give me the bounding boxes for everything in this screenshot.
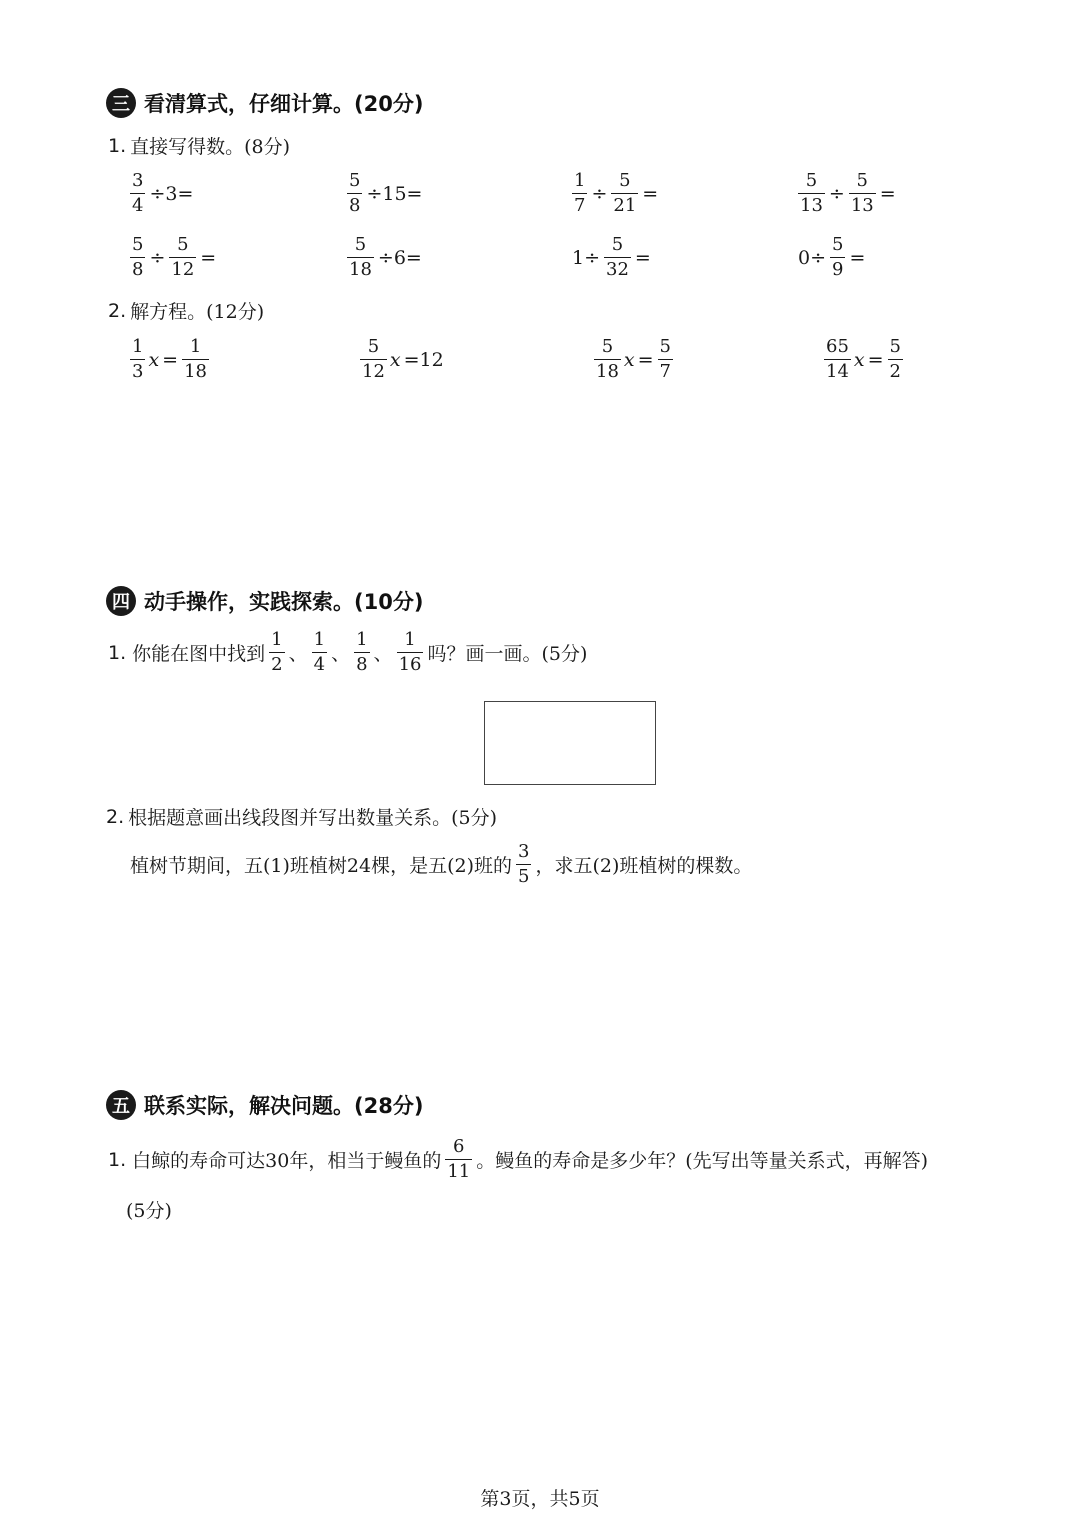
- s4-q1-prompt: [108, 631, 589, 674]
- drawing-rectangle: [484, 701, 656, 785]
- variable: x: [623, 348, 635, 371]
- denominator: 14: [826, 361, 849, 382]
- s4-q1-text: [130, 631, 589, 674]
- numerator: 5: [619, 170, 631, 191]
- fraction: [824, 338, 851, 381]
- expression-text: 、: [288, 643, 308, 665]
- s5-q1-text: [130, 1138, 930, 1181]
- expression-text: ÷: [828, 182, 845, 205]
- denominator: 4: [313, 654, 326, 675]
- expression-text: ，求五(2)班植树的棵数。: [535, 855, 753, 877]
- fraction: [182, 338, 209, 381]
- denominator: 4: [132, 195, 144, 216]
- section-5-title: 联系实际，解决问题。(28分): [144, 1094, 424, 1118]
- s3-q1-item-8: [796, 236, 867, 279]
- s3-q1-item-5: [128, 236, 218, 279]
- denominator: 18: [184, 361, 207, 382]
- expression-text: =: [849, 246, 866, 269]
- section-4-badge: 四: [106, 586, 136, 616]
- s5-q1-prompt: [108, 1138, 930, 1181]
- denominator: 7: [659, 361, 671, 382]
- variable: x: [389, 348, 401, 371]
- s3-q1-prompt: [108, 132, 290, 159]
- expression-text: ÷3=: [149, 182, 194, 205]
- expression-text: 、: [331, 643, 351, 665]
- numerator: 1: [404, 629, 416, 650]
- s4-q2-prompt: [106, 803, 497, 830]
- fraction: [604, 236, 631, 279]
- s3-q1-number: 1.: [108, 134, 127, 157]
- section-5-heading: [106, 1090, 423, 1120]
- denominator: 7: [574, 195, 586, 216]
- s5-q1-number: 1.: [108, 1148, 127, 1171]
- numerator: 1: [189, 336, 202, 357]
- numerator: 6: [453, 1136, 465, 1157]
- s3-q2-equation-3: [592, 338, 675, 381]
- s3-q2-equation-1: [128, 338, 211, 381]
- s3-q2-number: 2.: [108, 299, 127, 322]
- section-4-heading: [106, 586, 423, 616]
- denominator: 18: [349, 259, 372, 280]
- numerator: 1: [356, 629, 368, 650]
- denominator: 32: [606, 259, 629, 280]
- fraction: [130, 338, 145, 381]
- fraction: [611, 172, 638, 215]
- fraction: [572, 172, 587, 215]
- section-3-badge: 三: [106, 88, 136, 118]
- expression-text: 、: [373, 643, 393, 665]
- expression-text: =12: [403, 348, 444, 371]
- expression-text: =: [637, 348, 654, 371]
- denominator: 21: [613, 195, 637, 216]
- s3-q2-prompt: [108, 297, 264, 324]
- section-4-title: 动手操作，实践探索。(10分): [144, 590, 424, 614]
- fraction: [594, 338, 621, 381]
- fraction: [888, 338, 903, 381]
- s3-q1-item-4: [796, 172, 898, 215]
- expression-text: 吗？画一画。(5分): [427, 643, 588, 665]
- numerator: 5: [805, 170, 818, 191]
- s3-q1-item-6: [345, 236, 424, 279]
- s3-q2-equation-2: [358, 338, 446, 381]
- s4-q2-body: [128, 843, 754, 886]
- variable: x: [853, 348, 865, 371]
- section-5-badge: 五: [106, 1090, 136, 1120]
- fraction: [347, 172, 362, 215]
- s4-q2-number: 2.: [106, 805, 125, 828]
- fraction: [354, 631, 369, 674]
- denominator: 9: [832, 259, 844, 280]
- s5-q1-score: (5分): [126, 1200, 172, 1222]
- fraction: [312, 631, 327, 674]
- denominator: 5: [518, 866, 530, 887]
- section-3-title: 看清算式，仔细计算。(20分): [144, 92, 424, 116]
- section-3-heading: [106, 88, 423, 118]
- denominator: 12: [362, 361, 385, 382]
- s3-q1-item-1: [128, 172, 195, 215]
- denominator: 11: [447, 1161, 471, 1182]
- expression-text: 1÷: [572, 246, 601, 269]
- numerator: 65: [826, 336, 849, 357]
- fraction: [849, 172, 876, 215]
- page-number: 第3页，共5页: [480, 1488, 600, 1510]
- numerator: 5: [132, 234, 144, 255]
- numerator: 5: [367, 336, 380, 357]
- s3-q1-item-7: [570, 236, 653, 279]
- s4-q1-number: 1.: [108, 641, 127, 664]
- numerator: 3: [518, 841, 530, 862]
- numerator: 5: [177, 234, 189, 255]
- expression-text: =: [200, 246, 217, 269]
- expression-text: =: [867, 348, 884, 371]
- expression-text: =: [642, 182, 659, 205]
- denominator: 12: [171, 259, 195, 280]
- fraction: [798, 172, 825, 215]
- fraction: [169, 236, 196, 279]
- numerator: 3: [132, 170, 144, 191]
- numerator: 1: [574, 170, 586, 191]
- fraction: [130, 236, 145, 279]
- expression-text: 0÷: [798, 246, 827, 269]
- numerator: 5: [856, 170, 868, 191]
- numerator: 5: [889, 336, 901, 357]
- expression-text: 白鲸的寿命可达30年，相当于鳗鱼的: [132, 1150, 442, 1172]
- denominator: 8: [356, 654, 368, 675]
- fraction: [830, 236, 845, 279]
- variable: x: [148, 348, 160, 371]
- numerator: 5: [354, 234, 367, 255]
- numerator: 1: [313, 629, 326, 650]
- fraction: [445, 1138, 472, 1181]
- denominator: 2: [889, 361, 901, 382]
- expression-text: =: [634, 246, 651, 269]
- numerator: 5: [611, 234, 624, 255]
- s3-q1-item-3: [570, 172, 660, 215]
- fraction: [658, 338, 673, 381]
- expression-text: ÷: [591, 182, 608, 205]
- denominator: 8: [132, 259, 144, 280]
- fraction: [516, 843, 531, 886]
- numerator: 5: [349, 170, 361, 191]
- expression-text: 植树节期间，五(1)班植树24棵，是五(2)班的: [130, 855, 513, 877]
- denominator: 13: [800, 195, 823, 216]
- fraction: [130, 172, 145, 215]
- s3-q1-text: 直接写得数。(8分): [130, 136, 291, 158]
- expression-text: ÷6=: [377, 246, 422, 269]
- fraction: [397, 631, 424, 674]
- s4-q2-text: 根据题意画出线段图并写出数量关系。(5分): [128, 807, 498, 829]
- denominator: 8: [349, 195, 361, 216]
- denominator: 18: [596, 361, 619, 382]
- denominator: 13: [850, 195, 874, 216]
- numerator: 1: [132, 336, 144, 357]
- fraction: [269, 631, 284, 674]
- s3-q2-equation-4: [822, 338, 905, 381]
- expression-text: =: [162, 348, 179, 371]
- expression-text: ÷15=: [366, 182, 423, 205]
- fraction: [360, 338, 387, 381]
- numerator: 5: [601, 336, 614, 357]
- denominator: 2: [271, 654, 283, 675]
- expression-text: 。鳗鱼的寿命是多少年？(先写出等量关系式，再解答): [476, 1150, 929, 1172]
- numerator: 1: [271, 629, 283, 650]
- denominator: 16: [398, 654, 422, 675]
- s3-q1-item-2: [345, 172, 424, 215]
- expression-text: =: [879, 182, 896, 205]
- numerator: 5: [832, 234, 844, 255]
- fraction: [347, 236, 374, 279]
- expression-text: 你能在图中找到: [132, 643, 266, 665]
- numerator: 5: [659, 336, 671, 357]
- denominator: 3: [132, 361, 144, 382]
- s3-q2-text: 解方程。(12分): [130, 301, 265, 323]
- expression-text: ÷: [149, 246, 166, 269]
